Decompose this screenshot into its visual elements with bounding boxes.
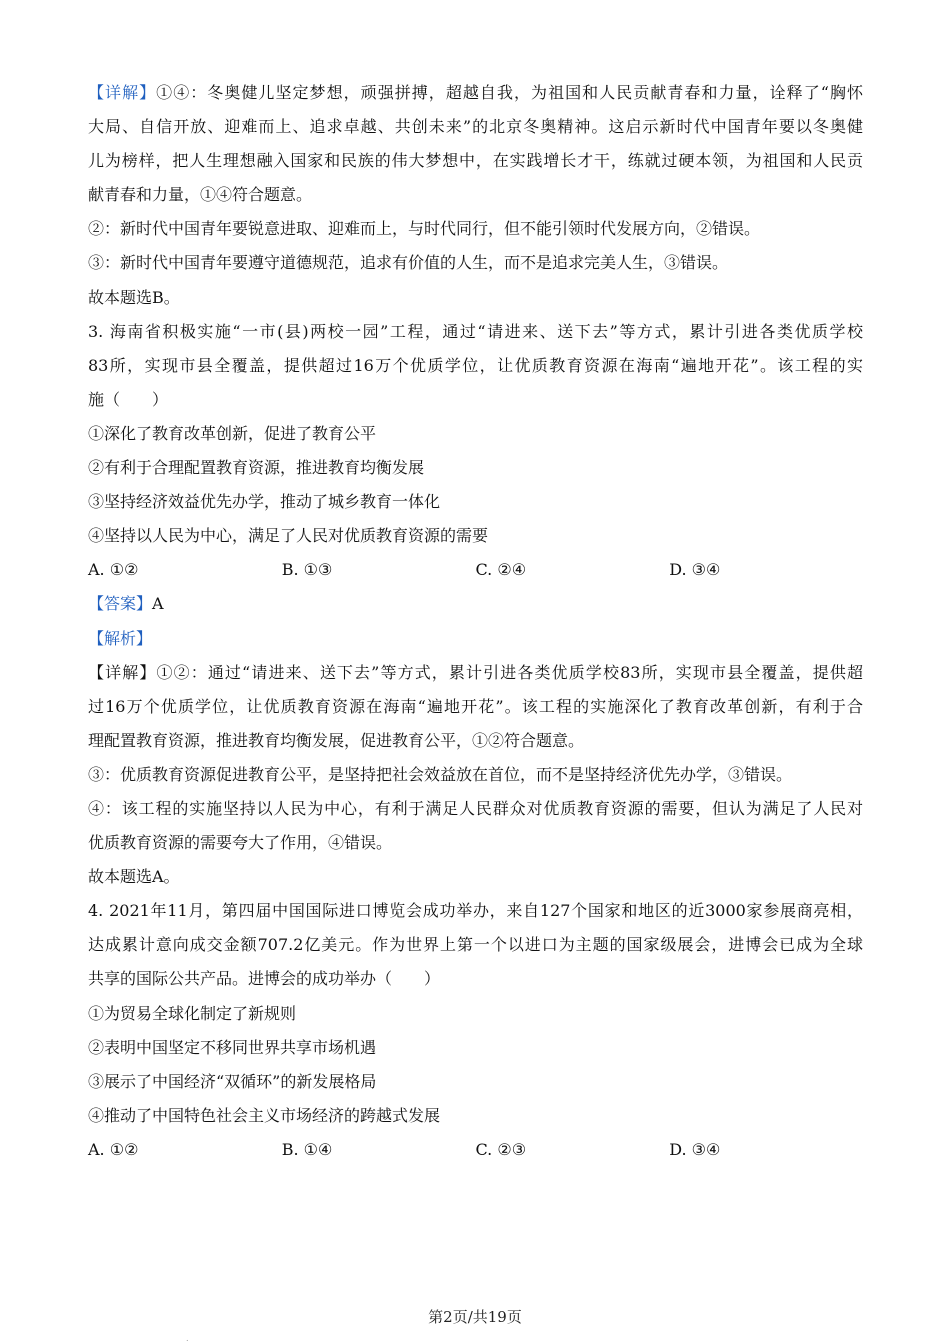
document-body xyxy=(88,76,863,1167)
answer-tag: 【答案】 xyxy=(88,594,153,614)
q3-option-c: C. ②④ xyxy=(475,560,527,580)
q3-statement: ①深化了教育改革创新，促进了教育公平 xyxy=(88,423,377,443)
detail-tag: 【详解】 xyxy=(88,662,157,682)
q4-statement: ②表明中国坚定不移同世界共享市场机遇 xyxy=(88,1037,377,1057)
q4-option-b: B. ①④ xyxy=(281,1139,333,1159)
q3-option-a: A. ①② xyxy=(88,560,139,580)
analysis-tag: 【解析】 xyxy=(88,628,153,648)
q2-detail-line: 大局、自信开放、迎难而上、追求卓越、共创未来”的北京冬奥精神。这启示新时代中国青年要以冬奥健 xyxy=(88,117,863,137)
q2-detail-line: 【详解】①④：冬奥健儿坚定梦想，顽强拼搏，超越自我，为祖国和人民贡献青春和力量，诠释了“胸怀 xyxy=(88,83,863,102)
q4-stem-line: 共享的国际公共产品。进博会的成功举办（ ） xyxy=(88,969,441,989)
q3-statement: ④坚持以人民为中心，满足了人民对优质教育资源的需要 xyxy=(88,526,489,546)
q2-analysis-line: ②：新时代中国青年要锐意进取、迎难而上，与时代同行，但不能引领时代发展方向，②错误。 xyxy=(88,219,761,239)
q4-option-a: A. ①② xyxy=(88,1139,139,1159)
q4-options xyxy=(88,1133,863,1167)
answer-value: A xyxy=(152,594,164,614)
q3-stem-line: 施（ ） xyxy=(88,389,169,409)
q2-detail-line: 儿为榜样，把人生理想融入国家和民族的伟大梦想中，在实践增长才干，练就过硬本领，为祖国和人民贡 xyxy=(88,151,863,171)
footer-dot: . xyxy=(186,1334,189,1343)
page-number: 第2页/共19页 xyxy=(428,1308,522,1326)
q3-stem-line: 83所，实现市县全覆盖，提供超过16万个优质学位，让优质教育资源在海南“遍地开花”。该工程的实 xyxy=(88,355,863,375)
q3-analysis-line: ③：优质教育资源促进教育公平，是坚持把社会效益放在首位，而不是坚持经济优先办学，③错误。 xyxy=(88,764,793,784)
q2-analysis-line: ③：新时代中国青年要遵守道德规范，追求有价值的人生，而不是追求完美人生，③错误。 xyxy=(88,253,729,273)
detail-tag: 【详解】 xyxy=(88,83,157,102)
q4-statement: ①为贸易全球化制定了新规则 xyxy=(88,1003,297,1023)
q3-statement: ③坚持经济效益优先办学，推动了城乡教育一体化 xyxy=(88,492,441,512)
q4-option-d: D. ③④ xyxy=(669,1139,721,1159)
q2-conclusion: 故本题选B。 xyxy=(88,287,180,307)
q4-option-c: C. ②③ xyxy=(475,1139,527,1159)
q3-stem-line: 3. 海南省积极实施“一市(县)两校一园”工程，通过“请进来、送下去”等方式，累计引进各类优质学校 xyxy=(88,321,863,341)
q4-statement: ④推动了中国特色社会主义市场经济的跨越式发展 xyxy=(88,1105,441,1125)
q3-analysis-line: 优质教育资源的需要夸大了作用，④错误。 xyxy=(88,833,393,853)
q4-statement: ③展示了中国经济“双循环”的新发展格局 xyxy=(88,1071,377,1091)
q3-statement: ②有利于合理配置教育资源，推进教育均衡发展 xyxy=(88,458,425,478)
q3-options xyxy=(88,553,863,587)
q2-detail-line: 献青春和力量，①④符合题意。 xyxy=(88,185,313,205)
q4-stem-line: 4. 2021年11月，第四届中国国际进口博览会成功举办，来自127个国家和地区的近3000家参展商亮相， xyxy=(88,901,863,921)
q3-detail-line: 过16万个优质学位，让优质教育资源在海南“遍地开花”。该工程的实施深化了教育改革创新，有利于合 xyxy=(88,696,863,716)
q3-detail-line: 【详解】①②：通过“请进来、送下去”等方式，累计引进各类优质学校83所，实现市县全覆盖，提供超 xyxy=(88,662,863,682)
q4-stem-line: 达成累计意向成交金额707.2亿美元。作为世界上第一个以进口为主题的国家级展会，进博会已成为全球 xyxy=(88,935,863,955)
q3-conclusion: 故本题选A。 xyxy=(88,867,180,887)
q3-option-d: D. ③④ xyxy=(669,560,721,580)
q3-detail-line: 理配置教育资源，推进教育均衡发展，促进教育公平，①②符合题意。 xyxy=(88,730,585,750)
q3-option-b: B. ①③ xyxy=(281,560,333,580)
q3-analysis-line: ④：该工程的实施坚持以人民为中心，有利于满足人民群众对优质教育资源的需要，但认为满足了人民对 xyxy=(88,798,863,818)
q3-answer xyxy=(88,587,863,621)
